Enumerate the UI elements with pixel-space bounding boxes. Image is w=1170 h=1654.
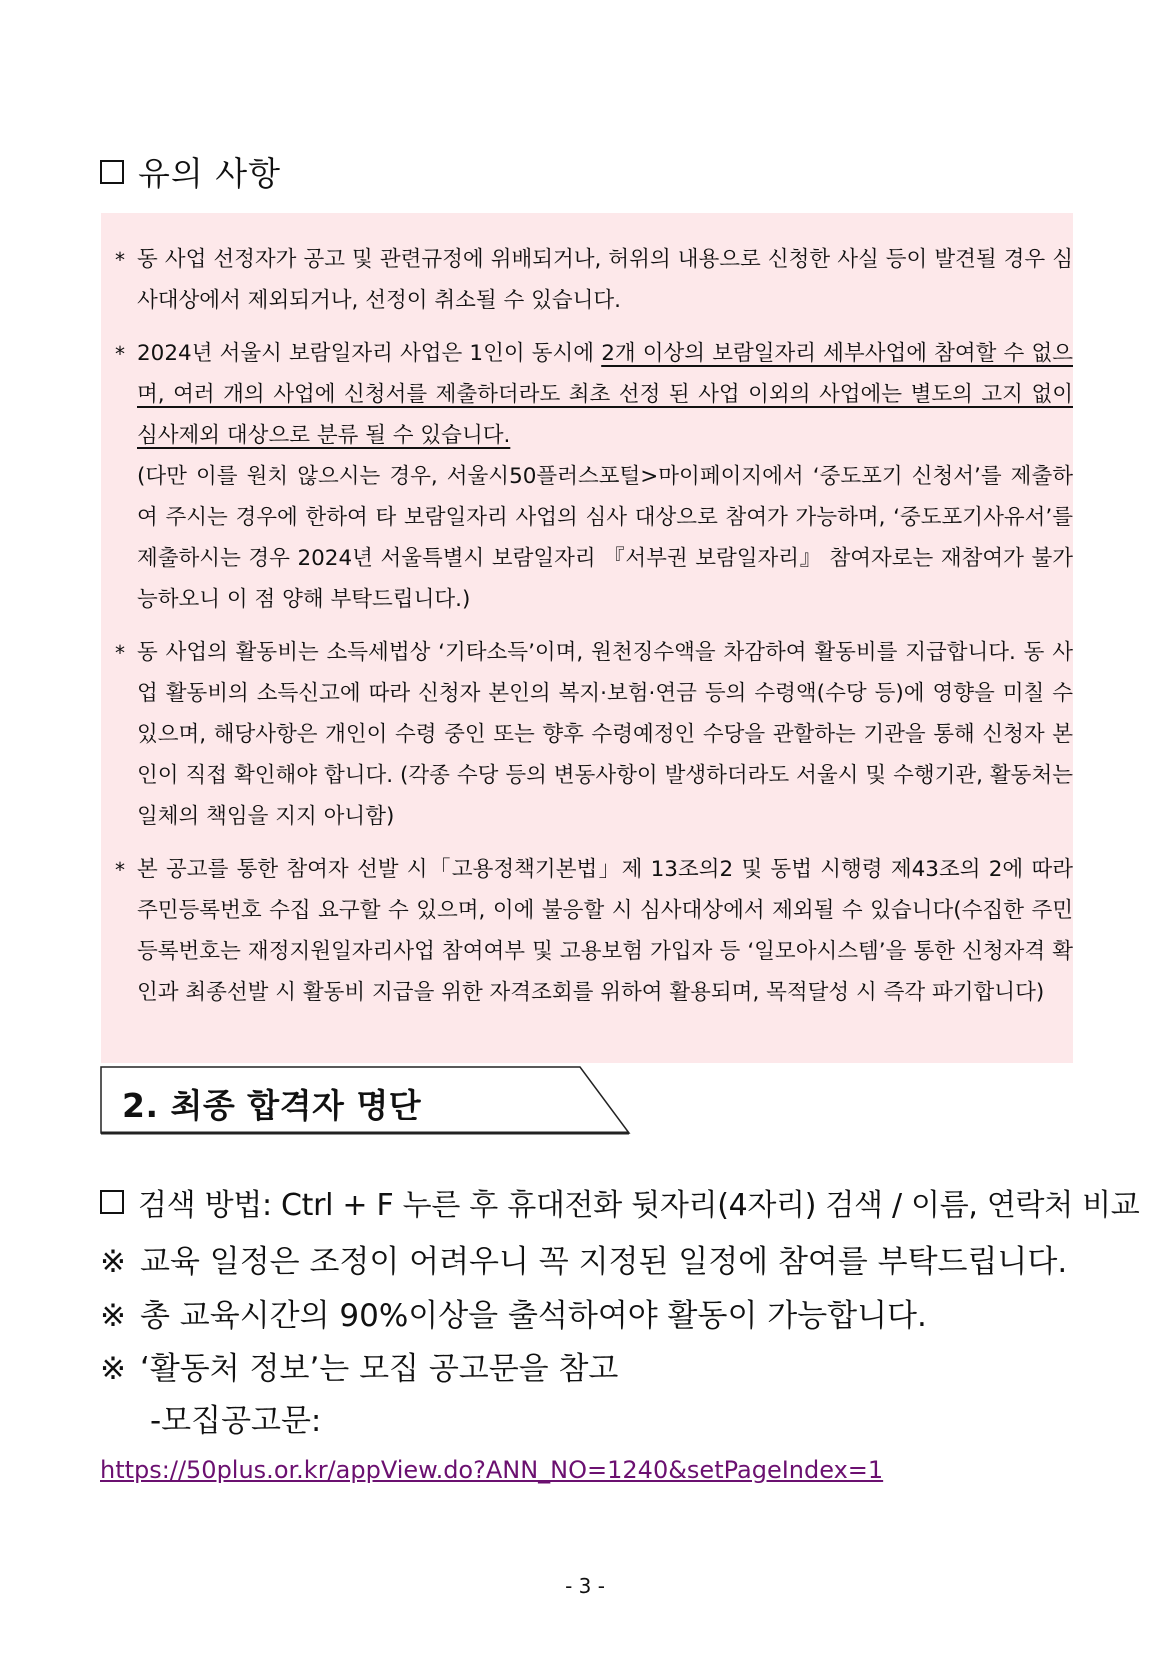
note-text: ‘활동처 정보’는 모집 공고문을 참고 <box>140 1351 619 1387</box>
final-list-heading <box>100 1066 632 1135</box>
reference-mark: ※ <box>100 1244 126 1280</box>
final-list-heading-text: 2. 최종 합격자 명단 <box>122 1086 422 1125</box>
checkbox-icon <box>100 1190 124 1214</box>
search-method <box>100 1180 1140 1224</box>
note-item <box>100 1343 618 1388</box>
caution-heading-text: 유의 사항 <box>138 154 282 193</box>
caution-item <box>115 632 1073 837</box>
caution-notice-box <box>101 213 1073 1063</box>
bullet-asterisk: * <box>115 248 125 272</box>
reference-mark: ※ <box>100 1351 126 1387</box>
note-item <box>100 1290 927 1335</box>
caution-item-note: (다만 이를 원치 않으시는 경우, 서울시50플러스포털>마이페이지에서 ‘중도포기 신청서’를 제출하여 주시는 경우에 한하여 타 보람일자리 사업의 심사 대상으로 참여가 가능하며, ‘중도포기사유서’를 제출하시는 경우 2024년 서울특별시 보람일자리 『서부권 보람일자리』 참여자로는 재참여가 불가능하오니 이 점 양해 부탁드립니다.) <box>137 464 1073 612</box>
caution-item-text: 동 사업 선정자가 공고 및 관련규정에 위배되거나, 허위의 내용으로 신청한 사실 등이 발견될 경우 심사대상에서 제외되거나, 선정이 취소될 수 있습니다. <box>137 247 1073 313</box>
page-number: - 3 - <box>565 1574 605 1598</box>
caution-heading <box>100 148 281 195</box>
caution-item-text: 본 공고를 통한 참여자 선발 시「고용정책기본법」제 13조의2 및 동법 시행령 제43조의 2에 따라 주민등록번호 수집 요구할 수 있으며, 이에 불응할 시 심사대상에서 제외될 수 있습니다(수집한 주민등록번호는 재정지원일자리사업 참여여부 및 고용보험 가입자 등 ‘일모아시스템’을 통한 신청자격 확인과 최종선발 시 활동비 지급을 위한 자격조회를 위하여 활용되며, 목적달성 시 즉각 파기합니다) <box>137 857 1073 1005</box>
caution-item <box>115 333 1073 620</box>
note-item <box>100 1236 1067 1281</box>
reference-mark: ※ <box>100 1298 126 1334</box>
bullet-asterisk: * <box>115 858 125 882</box>
caution-item <box>115 239 1073 321</box>
caution-item <box>115 849 1073 1013</box>
recruitment-notice-link[interactable]: https://50plus.or.kr/appView.do?ANN_NO=1240&setPageIndex=1 <box>100 1456 884 1484</box>
recruitment-notice-label: -모집공고문: <box>150 1403 322 1439</box>
bullet-asterisk: * <box>115 641 125 665</box>
note-text: 교육 일정은 조정이 어려우니 꼭 지정된 일정에 참여를 부탁드립니다. <box>140 1244 1068 1280</box>
note-text: 총 교육시간의 90%이상을 출석하여야 활동이 가능합니다. <box>140 1298 927 1334</box>
search-method-text: 검색 방법: Ctrl + F 누른 후 휴대전화 뒷자리(4자리) 검색 / 이름, 연락처 비교 <box>138 1188 1140 1223</box>
bullet-asterisk: * <box>115 342 125 366</box>
checkbox-icon <box>100 160 124 184</box>
caution-item-text: 동 사업의 활동비는 소득세법상 ‘기타소득’이며, 원천징수액을 차감하여 활동비를 지급합니다. 동 사업 활동비의 소득신고에 따라 신청자 본인의 복지·보험·연금 등의 수령액(수당 등)에 영향을 미칠 수 있으며, 해당사항은 개인이 수령 중인 또는 향후 수령예정인 수당을 관할하는 기관을 통해 신청자 본인이 직접 확인해야 합니다. (각종 수당 등의 변동사항이 발생하더라도 서울시 및 수행기관, 활동처는 일체의 책임을 지지 아니함) <box>137 640 1073 829</box>
caution-item-text: 2024년 서울시 보람일자리 사업은 1인이 동시에 <box>137 341 602 366</box>
caution-item-underlined-text: 2개 이상의 보람일자리 세부사업에 참여할 수 없으며, 여러 개의 사업에 신청서를 제출하더라도 최초 선정 된 사업 이외의 사업에는 별도의 고지 없이 심사제외 대상으로 분류 될 수 있습니다. <box>137 341 1073 448</box>
